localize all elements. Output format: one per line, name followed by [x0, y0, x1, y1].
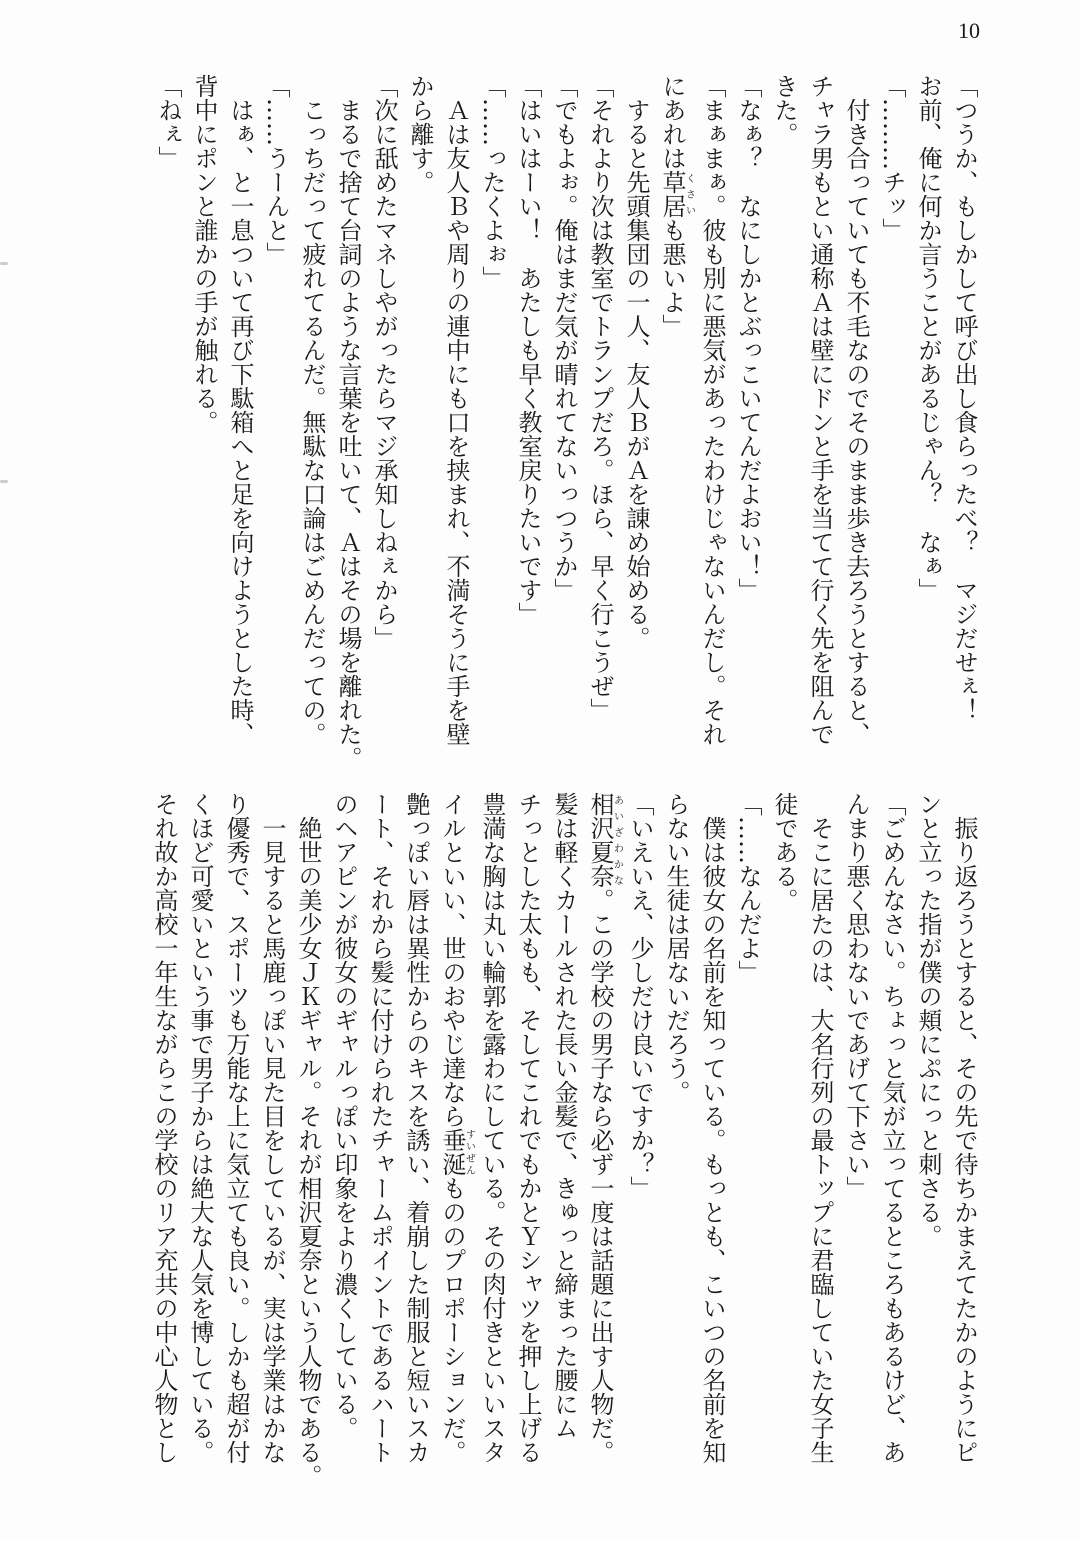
text-line: ンと立った指が僕の頬にぷにっと刺さる。 — [914, 792, 942, 1248]
text-segment: にあれは — [658, 74, 686, 170]
text-line: 背中にポンと誰かの手が触れる。 — [190, 74, 218, 434]
text-line: 「……ったくよぉ」 — [478, 74, 506, 290]
text-line: ート、それから髪に付けられたチャームポイントであるハート — [366, 792, 394, 1464]
text-line: くほど可愛いという事で男子からは絶大な人気を博している。 — [186, 792, 214, 1464]
text-block-lower — [150, 792, 982, 1488]
text-line: 艶っぽい唇は異性からのキスを誘い、着崩した制服と短いスカ — [402, 792, 430, 1464]
text-line: お前、俺に何か言うことがあるじゃん？ なぁ」 — [914, 74, 942, 602]
text-line: り優秀で、スポーツも万能な上に気立ても良い。しかも超が付 — [222, 792, 250, 1464]
text-line: 絶世の美少女ＪＫギャル。それが相沢夏奈という人物である。 — [294, 792, 322, 1488]
text-line: 一見すると馬鹿っぽい見た目をしているが、実は学業はかな — [258, 792, 286, 1464]
text-line: 「なぁ？ なにしかとぶっこいてんだよおい！」 — [734, 74, 762, 602]
text-line: 付き合っていても不毛なのでそのまま歩き去ろうとすると、 — [842, 74, 870, 746]
text-line: そこに居たのは、大名行列の最トップに君臨していた女子生 — [806, 792, 834, 1464]
text-block-upper — [152, 74, 982, 770]
text-line: 「次に舐めたマネしやがったらマジ承知しねぇから」 — [370, 74, 398, 650]
text-segment: もののプロポーションだ。 — [438, 1176, 466, 1464]
text-line: 「はいはーい！ あたしも早く教室戻りたいです」 — [514, 74, 542, 626]
text-line: それ故か高校一年生ながらこの学校のリア充共の中心人物とし — [150, 792, 178, 1464]
ruby-annotation — [586, 792, 623, 888]
text-line: 「………チッ」 — [878, 74, 906, 242]
text-line: チっとした太もも、そしてこれでもかとＹシャツを押し上げる — [514, 792, 542, 1464]
text-segment: イルといい、世のおやじ達なら — [438, 792, 466, 1128]
text-line: はぁ、と一息ついて再び下駄箱へと足を向けようとした時、 — [226, 74, 254, 746]
ruby-reading: くさい — [683, 170, 695, 218]
ruby-reading: あいざわかな — [611, 792, 623, 888]
text-line: まるで捨て台詞のような言葉を吐いて、Ａはその場を離れた。 — [334, 74, 362, 770]
ruby-annotation — [658, 170, 695, 218]
text-line — [654, 74, 694, 734]
ruby-reading: すいぜん — [463, 1128, 475, 1176]
text-segment: 。この学校の男子なら必ず一度は話題に出す人物だ。 — [586, 888, 614, 1464]
text-line: から離す。 — [406, 74, 434, 194]
text-line: 「いえいえ、少しだけ良いですか？」 — [626, 792, 654, 1200]
ruby-base: 相沢夏奈 — [586, 792, 614, 888]
text-line: こっちだって疲れてるんだ。無駄な口論はごめんだっての。 — [298, 74, 326, 746]
text-line: 豊満な胸は丸い輪郭を露わにしている。その肉付きといいスタ — [478, 792, 506, 1464]
text-line: のヘアピンが彼女のギャルっぽい印象をより濃くしている。 — [330, 792, 358, 1440]
ruby-base: 草居 — [658, 170, 686, 218]
text-line: 「つうか、もしかして呼び出し食らったべ？ マジだせぇ！ — [950, 74, 978, 722]
text-line: すると先頭集団の一人、友人ＢがＡを諌め始める。 — [622, 74, 650, 650]
text-line: Ａは友人Ｂや周りの連中にも口を挟まれ、不満そうに手を壁 — [442, 74, 470, 746]
text-line: 「まぁまぁ。彼も別に悪気があったわけじゃないんだし。それ — [698, 74, 726, 746]
text-line: 「でもよぉ。俺はまだ気が晴れてないっつうか」 — [550, 74, 578, 602]
text-line: 徒である。 — [770, 792, 798, 912]
text-line: 振り返ろうとすると、その先で待ちかまえてたかのようにピ — [950, 792, 978, 1464]
text-line: 「それより次は教室でトランプだろ。ほら、早く行こうぜ」 — [586, 74, 614, 722]
ruby-base: 垂涎 — [438, 1128, 466, 1176]
text-line: らない生徒は居ないだろう。 — [662, 792, 690, 1104]
text-line: 「ごめんなさい。ちょっと気が立ってるところもあるけど、あ — [878, 792, 906, 1464]
text-line — [434, 792, 475, 1464]
text-line: 「……なんだよ」 — [734, 792, 762, 984]
text-line: 「ねぇ」 — [154, 74, 182, 170]
text-line: 僕は彼女の名前を知っている。もっとも、こいつの名前を知 — [698, 792, 726, 1464]
text-segment: も悪いよ」 — [658, 218, 686, 338]
scan-edge-mark — [0, 262, 8, 265]
text-line: きた。 — [770, 74, 798, 146]
text-line: んまり悪く思わないであげて下さい」 — [842, 792, 870, 1200]
text-line — [582, 792, 623, 1464]
text-line: 髪は軽くカールされた長い金髪で、きゅっと締まった腰にム — [550, 792, 578, 1440]
scan-edge-mark — [0, 480, 8, 483]
ruby-annotation — [438, 1128, 475, 1176]
page-number: 10 — [958, 18, 980, 43]
text-line: 「……うーんと」 — [262, 74, 290, 266]
text-line: チャラ男もとい通称Ａは壁にドンと手を当てて行く先を阻んで — [806, 74, 834, 746]
